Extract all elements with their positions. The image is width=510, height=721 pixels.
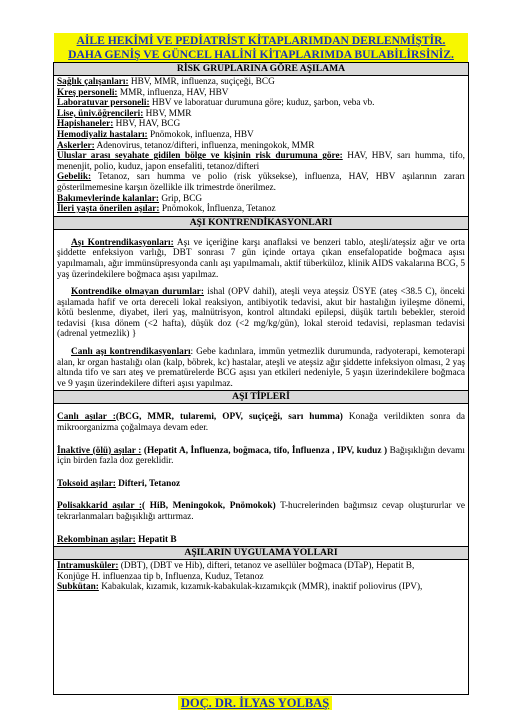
section-title-risk: RİSK GRUPLARINA GÖRE AŞILAMA xyxy=(54,63,468,76)
routes-section xyxy=(54,560,468,594)
document-frame xyxy=(53,62,469,695)
section-title-vaccine-types: AŞI TİPLERİ xyxy=(54,390,468,404)
live-vaccine-contraindications-paragraph: Canlı aşı kontrendikasyonları: Gebe kadınlara, immün yetmezlik durumunda, radyoterapi, kemoterapi alan, kr organ hastalığı olan (kalp, böbrek, kc) hastalar, ateşli ve ateşsiz ağır şiddette infeksiyon olması, 2 yaş altında tifo ve sarı ateş ve prematürelerde BCG aşısı yan etkileri nedeniyle, 5 yaşın üzerindekilere boğmaca ve 9 yaşın üzerindekilere difteri aşısı yapılmaz. xyxy=(57,347,465,389)
risk-group-item: İleri yaşta önerilen aşılar: Pnömokok, İnfluenza, Tetanoz xyxy=(57,204,276,215)
live-vaccines-paragraph: Canlı aşılar :(BCG, MMR, tularemi, OPV, suçiçeği, sarı humma) Konağa verildikten sonra da mikroorganizma çoğalmaya devam eder. xyxy=(57,412,465,434)
risk-group-item: Hapishaneler: HBV, HAV, BCG xyxy=(57,119,181,130)
non-contraindications-paragraph: Kontrendike olmayan durumlar: ishal (OPV dahil), ateşli veya ateşsiz ÜSYE (ateş <38.5 C), önceki aşılamada hafif ve orta dereceli lokal reaksiyon, antibiyotik tedavisi, akut bir hastalığın iyileşme dönemi, kötü beslenme, diyabet, ileri yaş, malnütrisyon, kontrol altındaki epilepsi, düşük tartılı bebekler, steroid tedavisi {kısa dönem (<2 hafta), düşük doz (<2 mg/kg/gün), lokal steroid tedavisi, replasman tedavisi (adrenal yetmezlik) } xyxy=(57,287,465,340)
risk-group-item: Lise, üniv.öğrencileri: HBV, MMR xyxy=(57,108,192,119)
intramuscular-line-1: İntramusküler: (DBT), (DBT ve Hib), difteri, tetanoz ve asellüler boğmaca (DTaP), Hepatit B, xyxy=(57,561,415,572)
subcutaneous-line: Subkütan: Kabakulak, kızamık, kızamık-kabakulak-kızamıkçık (MMR), inaktif poliovirus (IPV), xyxy=(57,582,423,593)
author-signature: DOÇ. DR. İLYAS YOLBAŞ xyxy=(0,696,510,711)
recombinant-vaccines-paragraph: Rekombinan aşılar: Hepatit B xyxy=(57,534,177,545)
intramuscular-line-2: Konjüge H. influenzaa tip b, Influenza, Kuduz, Tetanoz xyxy=(57,571,264,582)
risk-group-item: Bakımevlerinde kalanlar: Grip, BCG xyxy=(57,193,203,204)
inactive-vaccines-paragraph: İnaktive (ölü) aşılar : (Hepatit A, İnfluenza, boğmaca, tifo, İnfluenza , IPV, kuduz ) Bağışıklığın devamı için birden fazla doz gereklidir. xyxy=(57,445,465,467)
risk-group-item: Askerler: Adenovirus, tetanoz/difteri, influenza, meningokok, MMR xyxy=(57,140,315,151)
risk-group-list xyxy=(54,76,468,216)
contraindications-section xyxy=(54,230,468,391)
notice-line-2: DAHA GENİŞ VE GÜNCEL HALİNİ KİTAPLARIMDA BULABİLİRSİNİZ. xyxy=(54,47,468,62)
notice-line-1: AİLE HEKİMİ VE PEDİATRİST KİTAPLARIMDAN DERLENMİŞTİR. xyxy=(54,33,468,48)
risk-group-item: Hemodiyaliz hastaları: Pnömokok, influenza, HBV xyxy=(57,129,254,140)
risk-group-item: Kreş personeli: MMR, influenza, HAV, HBV xyxy=(57,87,229,98)
vaccine-types-section xyxy=(54,404,468,546)
risk-group-item: Sağlık çalışanları: HBV, MMR, influenza, suçiçeği, BCG xyxy=(57,77,275,87)
polysaccharide-vaccines-paragraph: Polisakkarid aşılar :( HiB, Meningokok, Pnömokok) T-hucrelerinden bağımsız cevap oluştururlar ve tekrarlanmaları bağışıklığı arttırmaz. xyxy=(57,501,465,522)
section-title-contraindications: AŞI KONTRENDİKASYONLARI xyxy=(54,216,468,230)
contraindications-paragraph: Aşı Kontrendikasyonları: Aşı ve içeriğine karşı anaflaksi ve benzeri tablo, ateşli/ateşsiz ağır ve orta şiddette enfeksiyon varlığı, DBT sonrası 7 gün içinde ortaya çıkan ensefalopatide boğmaca aşısı yapılmamalı, ağır immünsüpresyonda canlı aşı yapılmamalı, aktif tüberküloz, klinik AIDS vakalarına BCG, 5 yaş üzerindekilere boğmaca aşısı yapılmaz. xyxy=(57,237,465,280)
toxoid-vaccines-paragraph: Toksoid aşılar: Difteri, Tetanoz xyxy=(57,478,181,489)
section-title-routes: AŞILARIN UYGULAMA YOLLARI xyxy=(54,546,468,560)
risk-group-item: Laboratuvar personeli: HBV ve laboratuar durumuna göre; kuduz, şarbon, veba vb. xyxy=(57,98,375,109)
risk-group-item: Uluslar arası seyahate gidilen bölge ve kişinin risk durumuna göre: HAV, HBV, sarı humma, tifo, menenjit, polio, kuduz, japon ensefaliti, tetanoz/difteri xyxy=(57,151,465,172)
risk-group-item: Gebelik: Tetanoz, sarı humma ve polio (risk yüksekse), influenza, HAV, HBV aşılarının zararı gösterilmemesine karşın özellikle ilk trimestrde önerilmez. xyxy=(57,172,465,193)
